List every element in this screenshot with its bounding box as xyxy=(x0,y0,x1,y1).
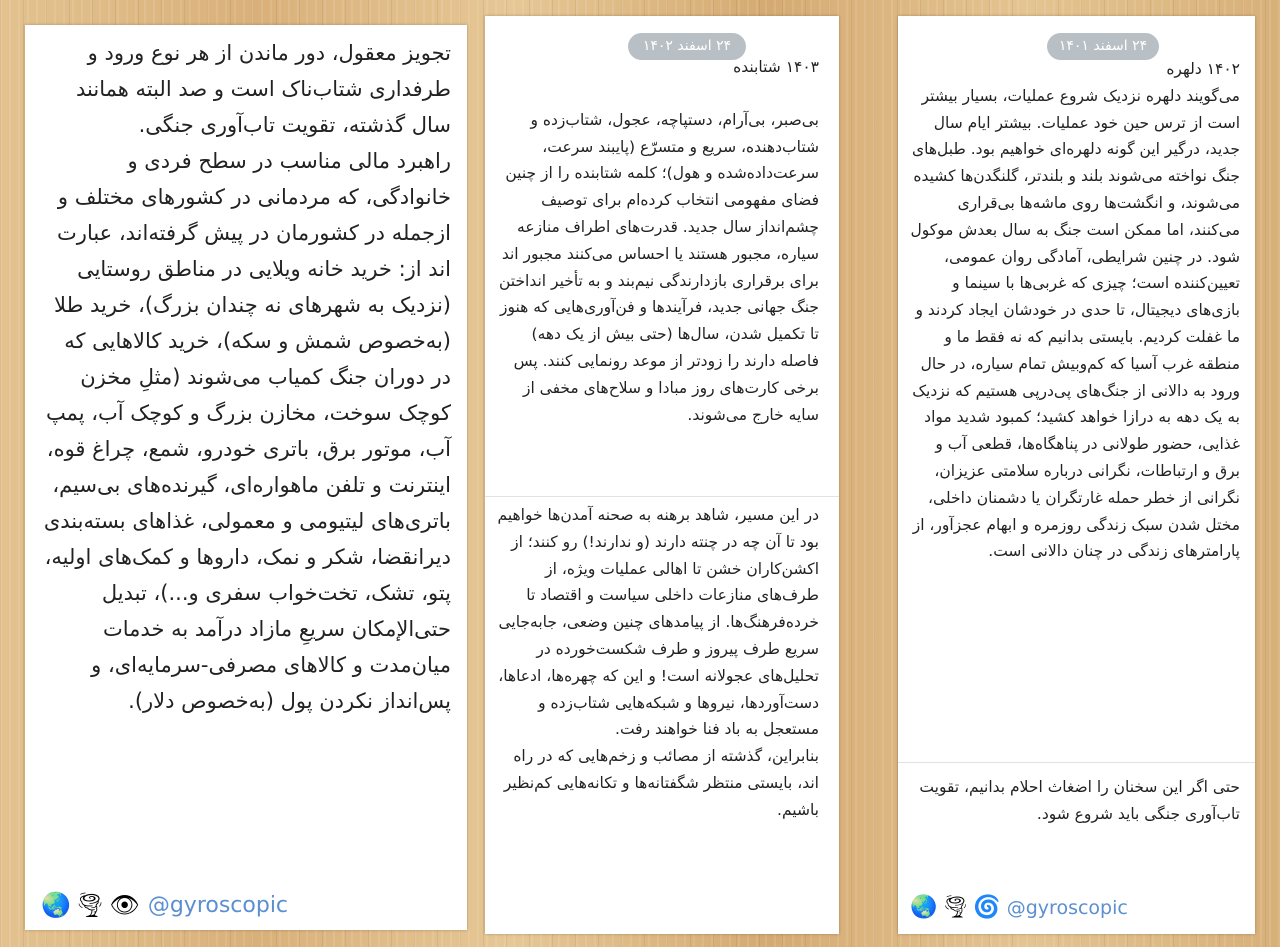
tornado-icon: 🌪 xyxy=(941,895,970,920)
left-post-footer xyxy=(41,891,288,919)
right-post-paragraph: حتی اگر این سخنان را اضغاث احلام بدانیم، تقویت تاب‌آوری جنگی باید شروع شود. xyxy=(919,778,1240,823)
middle-post-paragraph: در این مسیر، شاهد برهنه به صحنه آمدن‌ها خواهیم بود تا آن چه در چنته دارند (و ندارند!) رو کنند؛ از اکشن‌کاران خشن تا اهالی عملیات ویژه، از طرف‌های منازعات داخلی سیاست و اقتصاد تا خرده‌فرهنگ‌ها. از پیامدهای چنین وضعی، جابه‌جایی سریع طرف پیروز و طرف شکست‌خورده در تحلیل‌های عجولانه است! و این که چهره‌ها، ادعاها، دست‌آوردها، نیروها و شبکه‌هایی شتاب‌زده و مستعجل به باد فنا خواهند رفت. xyxy=(497,506,819,739)
globe-icon: 🌏 xyxy=(910,895,938,920)
right-post-card xyxy=(898,16,1255,934)
left-post-body xyxy=(41,35,451,719)
left-post-card xyxy=(25,25,467,930)
channel-handle-link[interactable]: @gyroscopic xyxy=(147,892,289,918)
middle-post-card xyxy=(485,16,839,934)
blank-line xyxy=(497,81,819,107)
middle-post-body-continued xyxy=(497,502,819,824)
channel-handle-link[interactable]: @gyroscopic xyxy=(1006,896,1128,919)
message-divider xyxy=(898,762,1255,763)
spiral-icon: 🌀 xyxy=(973,895,1001,920)
tornado-icon: 🌪 xyxy=(74,891,106,919)
left-post-paragraph: تجویز معقول، دور ماندن از هر نوع ورود و طرفداری شتاب‌ناک است و صد البته همانند سال گذشته، تقویت تاب‌آوری جنگی. xyxy=(76,41,451,137)
eye-icon: 👁 xyxy=(109,891,140,919)
date-badge: ۲۴ اسفند ۱۴۰۲ xyxy=(628,33,746,60)
date-badge: ۲۴ اسفند ۱۴۰۱ xyxy=(1047,33,1159,60)
right-post-footer xyxy=(910,895,1128,920)
middle-post-body xyxy=(497,54,819,428)
middle-post-paragraph: بی‌صبر، بی‌آرام، دستپاچه، عجول، شتاب‌زده و شتاب‌دهنده، سریع و متسرّع (پایبند سرعت، سرعت‌داده‌شده و هول)؛ کلمه شتابنده را از چنین فضای مفهومی انتخاب کرده‌ام برای توصیف چشم‌انداز سال جدید. قدرت‌های اطراف منازعه سیاره، مجبور هستند یا احساس می‌کنند مجبور اند برای برقراری بازدارندگی نیم‌بند و به تأخیر انداختن جنگ جهانی جدید، فرآیندها و فن‌آوری‌هایی که هنوز تا تکمیل شدن، سال‌ها (حتی بیش از یک دهه) فاصله دارند را زودتر از موعد رونمایی کنند. پس برخی کارت‌های روز مبادا و سلاح‌های مخفی از سایه خارج می‌شوند. xyxy=(498,110,819,424)
middle-post-paragraph: بنابراین، گذشته از مصائب و زخم‌هایی که در راه اند، بایستی منتظر شگفتانه‌ها و تکانه‌هایی کم‌نظیر باشیم. xyxy=(503,747,819,819)
message-divider xyxy=(485,496,839,497)
post-heading: ۱۴۰۲ دلهره xyxy=(1166,60,1240,78)
globe-icon: 🌏 xyxy=(41,891,71,919)
right-post-body-continued xyxy=(910,774,1240,828)
left-post-paragraph: راهبرد مالی مناسب در سطح فردی و خانوادگی، که مردمانی در کشورهای مختلف و ازجمله در کشورمان در پیش گرفته‌اند، عبارت اند از: خرید خانه ویلایی در مناطق روستایی (نزدیک به شهرهای نه چندان بزرگ)، خرید طلا (به‌خصوص شمش و سکه)، خرید کالاهایی که در دوران جنگ کمیاب می‌شوند (مثلِ مخزن کوچک سوخت، مخازن بزرگ و کوچک آب، پمپ آب، موتور برق، باتری خودرو، شمع، چراغ قوه، اینترنت و تلفن ماهواره‌ای، گیرنده‌های بی‌سیم، باتری‌های لیتیومی و معمولی، غذاهای بسته‌بندی دیرانقضا، شکر و نمک، داروها و کمک‌های اولیه، پتو، تشک، تخت‌خواب سفری و...)، تبدیل حتی‌الإمکان سریعِ مازاد درآمد به خدمات میان‌مدت و کالاهای مصرفی-سرمایه‌ای، و پس‌انداز نکردن پول (به‌خصوص دلار). xyxy=(43,149,451,713)
right-post-body xyxy=(910,56,1240,565)
right-post-paragraph: می‌گویند دلهره نزدیک شروع عملیات، بسیار بیشتر است از ترس حین خود عملیات. بیشتر ایام سال جدید، درگیر این گونه دلهره‌ای خواهیم بود. طبل‌های جنگ نواخته می‌شوند بلند و بلندتر، گلنگدن‌ها کشیده می‌شوند، و انگشت‌ها روی ماشه‌ها بی‌قراری می‌کنند، اما ممکن است جنگ به سال بعدش موکول شود. در چنین شرایطی، آمادگی روان عمومی، تعیین‌کننده است؛ چیزی که غربی‌ها با سینما و بازی‌های دیجیتال، تا حدی در خودشان ایجاد کردند و ما غفلت کردیم. بایستی بدانیم که نه فقط ما و منطقه غرب آسیا که کم‌وبیش تمام سیاره، در حال ورود به دالانی از جنگ‌های پی‌درپی هستیم که نزدیک به یک دهه به درازا خواهد کشید؛ کمبود شدید مواد غذایی، حضور طولانی در پناهگاه‌ها، قطعی آب و برق و ارتباطات، نگرانی درباره سلامتی عزیزان، نگرانی از خطر حمله غارتگران یا دشمنان داخلی، مختل شدن سبک زندگی روزمره و ابهام عجزآور، از پارامترهای زندگی در چنان دالانی است. xyxy=(910,86,1240,561)
post-heading: ۱۴۰۳ شتابنده xyxy=(733,58,819,76)
